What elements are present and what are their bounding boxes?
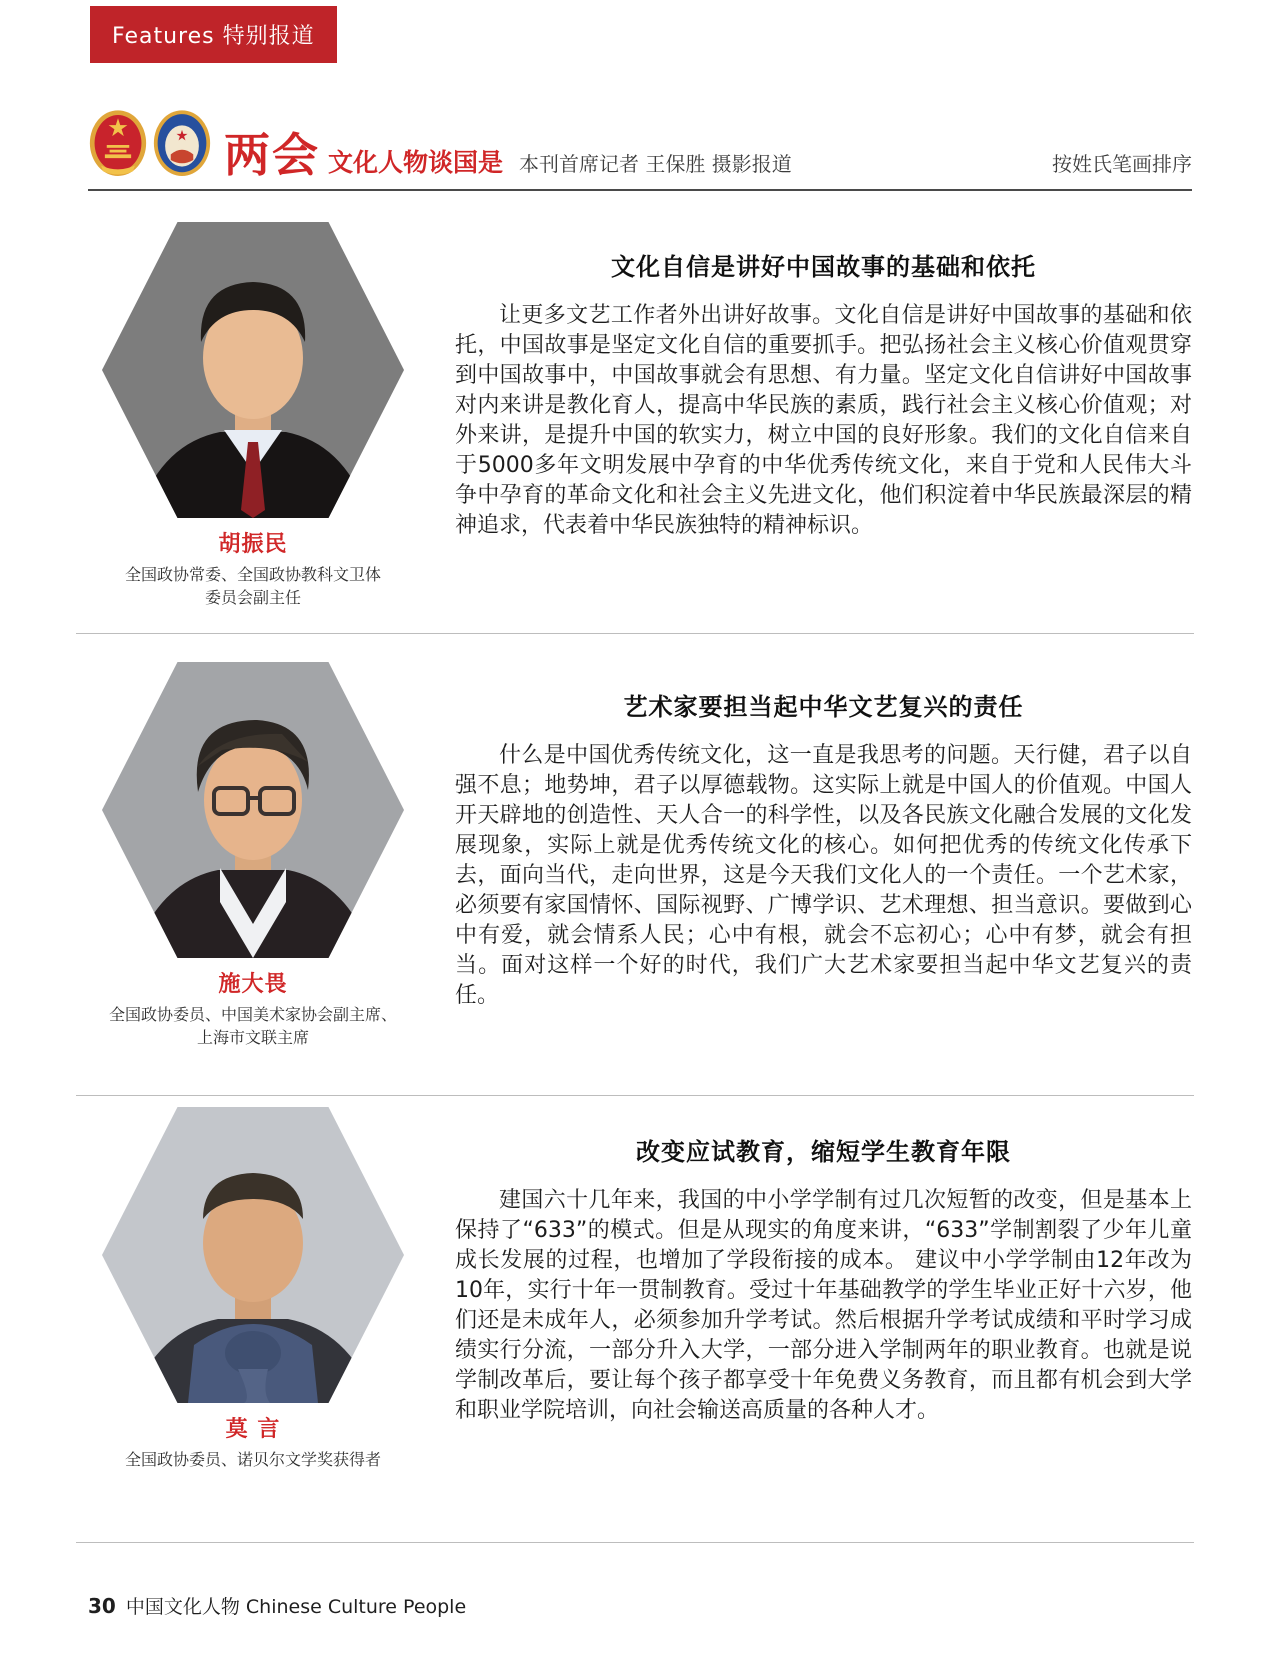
- footer-title: 中国文化人物 Chinese Culture People: [125, 1596, 467, 1618]
- brand-lianghui: 两会: [224, 128, 320, 182]
- article-body: 什么是中国优秀传统文化，这一直是我思考的问题。天行健，君子以自强不息；地势坤，君子以厚德载物。这实际上就是中国人的价值观。中国人开天辟地的创造性、天人合一的科学性，以及各民族文化融合发展的文化发展现象，实际上就是优秀传统文化的核心。如何把优秀的传统文化传承下去，面向当代，走向世界，这是今天我们文化人的一个责任。一个艺术家，必须要有家国情怀、国际视野、广博学识、艺术理想、担当意识。要做到心中有爱，就会情系人民；心中有根，就会不忘初心；心中有梦，就会有担当。面对这样一个好的时代，我们广大艺术家要担当起中华文艺复兴的责任。: [455, 743, 1192, 1008]
- section-divider: [76, 1095, 1194, 1096]
- profile-section-hu-zhenmin: [88, 215, 1192, 609]
- portrait-shi-dawei-icon: [102, 662, 404, 958]
- article-title: 艺术家要担当起中华文艺复兴的责任: [623, 693, 1024, 721]
- person-name: 胡振民: [218, 532, 288, 557]
- features-banner-label: Features 特别报道: [112, 24, 315, 49]
- person-role-line: 委员会副主任: [204, 588, 301, 607]
- header-rule: [88, 189, 1192, 191]
- person-role-line: 全国政协委员、诺贝尔文学奖获得者: [124, 1450, 381, 1469]
- article-column: [418, 215, 1192, 609]
- article-column: [418, 1100, 1192, 1471]
- person-name: 施大畏: [218, 972, 288, 997]
- person-role: [88, 1448, 418, 1471]
- person-role-line: 上海市文联主席: [196, 1028, 309, 1047]
- section-divider: [76, 633, 1194, 634]
- profile-section-shi-dawei: [88, 655, 1192, 1049]
- person-name: 莫 言: [225, 1417, 281, 1442]
- page-header: [88, 104, 1192, 182]
- byline: 本刊首席记者 王保胜 摄影报道: [519, 152, 792, 176]
- profile-column: [88, 655, 418, 1049]
- features-banner: [90, 6, 337, 63]
- profile-column: [88, 215, 418, 609]
- person-role: [88, 563, 418, 609]
- portrait-photo: [102, 222, 404, 518]
- article-body: 让更多文艺工作者外出讲好故事。文化自信是讲好中国故事的基础和依托，中国故事是坚定文化自信的重要抓手。把弘扬社会主义核心价值观贯穿到中国故事中，中国故事就会有思想、有力量。坚定文化自信讲好中国故事对内来讲是教化育人，提高中华民族的素质，践行社会主义核心价值观；对外来讲，是提升中国的软实力，树立中国的良好形象。我们的文化自信来自于5000多年文明发展中孕育的中华优秀传统文化，来自于党和人民伟大斗争中孕育的革命文化和社会主义先进文化，他们积淀着中华民族最深层的精神追求，代表着中华民族独特的精神标识。: [455, 303, 1192, 538]
- page-number: 30: [88, 1594, 116, 1618]
- profile-section-mo-yan: [88, 1100, 1192, 1471]
- article-title: 文化自信是讲好中国故事的基础和依托: [611, 253, 1036, 281]
- person-role-line: 全国政协常委、全国政协教科文卫体: [124, 565, 381, 584]
- profile-column: [88, 1100, 418, 1471]
- article-body: 建国六十几年来，我国的中小学学制有过几次短暂的改变，但是基本上保持了“633”的模式。但是从现实的角度来讲，“633”学制割裂了少年儿童成长发展的过程，也增加了学段衔接的成本。 建议中小学学制由12年改为10年，实行十年一贯制教育。受过十年基础教学的学生毕业正好十六岁，他们还是未成年人，必须参加升学考试。然后根据升学考试成绩和平时学习成绩实行分流，一部分升入大学，一部分进入学制两年的职业教育。也就是说学制改革后，要让每个孩子都享受十年免费义务教育，而且都有机会到大学和职业学院培训，向社会输送高质量的各种人才。: [455, 1188, 1192, 1423]
- section-divider: [76, 1542, 1194, 1543]
- portrait-mo-yan-icon: [102, 1107, 404, 1403]
- portrait-photo: [102, 662, 404, 958]
- sort-order-note: 按姓氏笔画排序: [1052, 152, 1192, 176]
- person-role-line: 全国政协委员、中国美术家协会副主席、: [108, 1005, 397, 1024]
- portrait-hu-zhenmin-icon: [102, 222, 404, 518]
- brand-subtitle: 文化人物谈国是: [328, 148, 504, 177]
- cppcc-emblem-icon: [152, 106, 212, 184]
- portrait-photo: [102, 1107, 404, 1403]
- article-column: [418, 655, 1192, 1049]
- person-role: [88, 1003, 418, 1049]
- article-title: 改变应试教育，缩短学生教育年限: [636, 1138, 1011, 1166]
- page-footer: [88, 1592, 466, 1619]
- prc-national-emblem-icon: [88, 106, 148, 184]
